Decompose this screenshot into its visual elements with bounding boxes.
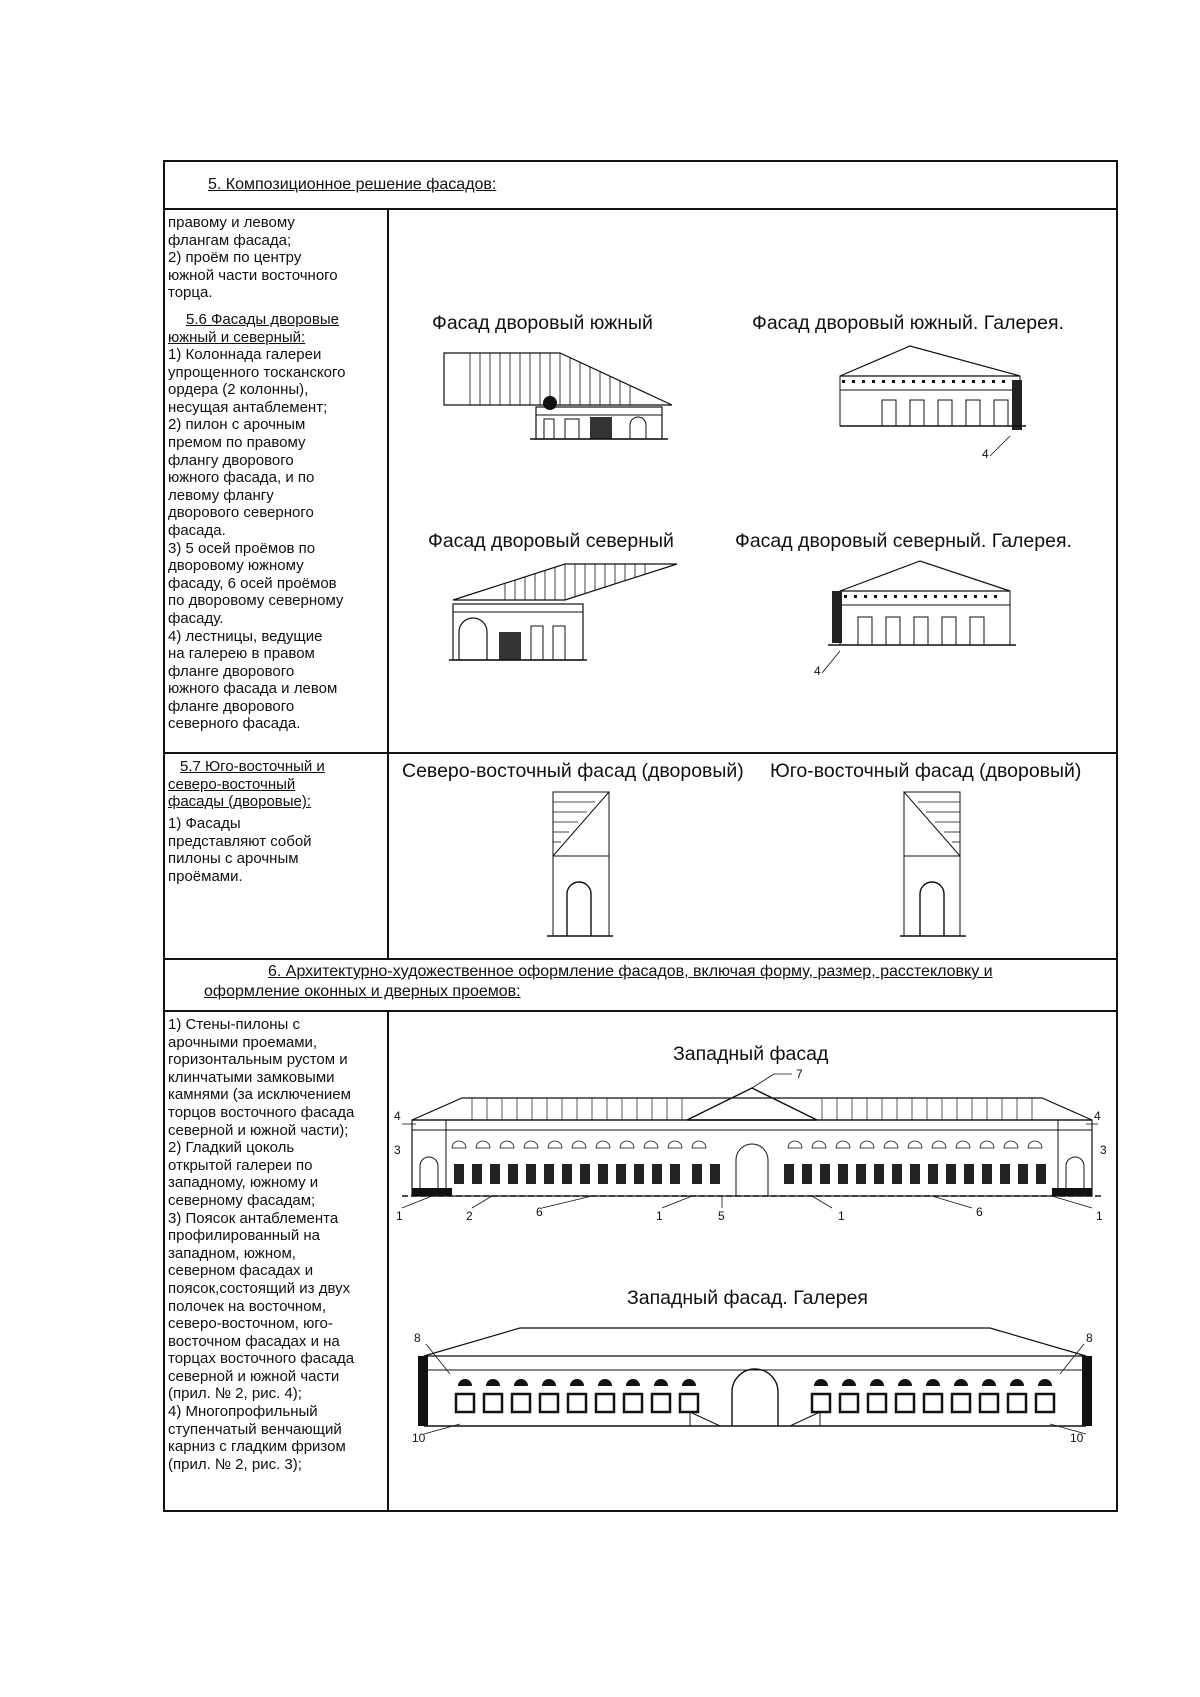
northeast-facade-drawing <box>545 790 615 940</box>
callout-3-right: 3 <box>1100 1143 1107 1157</box>
row-divider-1 <box>163 208 1118 210</box>
callout-1-c: 1 <box>838 1209 845 1223</box>
row-divider-3 <box>163 958 1118 960</box>
caption-south-courtyard-facade: Фасад дворовый южный <box>432 312 653 334</box>
callout-7: 7 <box>796 1068 803 1081</box>
caption-northeast-facade: Северо-восточный фасад (дворовый) <box>402 760 744 782</box>
caption-south-courtyard-gallery: Фасад дворовый южный. Галерея. <box>752 312 1064 334</box>
section57-title: 5.7 Юго-восточный и северо-восточный фасады (дворовые): <box>168 758 325 811</box>
section6-heading-line2: оформление оконных и дверных проемов: <box>204 983 521 1000</box>
callout-5: 5 <box>718 1209 725 1223</box>
southeast-facade-drawing <box>898 790 968 940</box>
callout-4-north-gallery: 4 <box>814 664 821 678</box>
north-courtyard-gallery-drawing <box>810 555 1025 685</box>
table-border-right <box>1116 160 1118 1512</box>
callout-3-left: 3 <box>394 1143 401 1157</box>
caption-west-facade: Западный фасад <box>673 1043 829 1065</box>
callout-2: 2 <box>466 1209 473 1223</box>
caption-north-courtyard-gallery: Фасад дворовый северный. Галерея. <box>735 530 1072 552</box>
section6-heading-line1: 6. Архитектурно-художественное оформление фасадов, включая форму, размер, расстекловку и <box>268 963 993 980</box>
caption-west-facade-gallery: Западный фасад. Галерея <box>627 1287 868 1309</box>
callout-6-a: 6 <box>536 1205 543 1219</box>
section56-text: 1) Колоннада галереи упрощенного тосканского ордера (2 колонны), несущая антаблемент; 2) пилон с арочным премом по правому флангу дворового южного фасада, и по левому флангу дворового северного фасада. 3) 5 осей проёмов по дворовому южному фасаду, 6 осей проёмов по дворовому северному фасаду. 4) лестницы, ведущие на галерею в правом фланге дворового южного фасада и левом фланге дворового северного фасада. <box>168 346 346 733</box>
section57-text: 1) Фасады представляют собой пилоны с арочным проёмами. <box>168 815 312 885</box>
row-divider-4 <box>163 1010 1118 1012</box>
north-courtyard-facade-drawing <box>445 560 685 670</box>
caption-southeast-facade: Юго-восточный фасад (дворовый) <box>770 760 1082 782</box>
callout-10-left: 10 <box>412 1431 426 1445</box>
table-border-left <box>163 160 165 1512</box>
callout-8-left: 8 <box>414 1331 421 1345</box>
south-courtyard-facade-drawing <box>440 345 672 445</box>
section56-title: 5.6 Фасады дворовые южный и северный: <box>168 311 339 346</box>
callout-4-south-gallery: 4 <box>982 447 989 460</box>
row-divider-2 <box>163 752 1118 754</box>
callout-8-right: 8 <box>1086 1331 1093 1345</box>
callout-4-right: 4 <box>1094 1109 1101 1123</box>
callout-1-b: 1 <box>656 1209 663 1223</box>
section5-intro-text: правому и левому флангам фасада; 2) проём по центру южной части восточного торца. <box>168 214 338 302</box>
table-border-top <box>163 160 1118 162</box>
callout-1-a: 1 <box>396 1209 403 1223</box>
callout-1-d: 1 <box>1096 1209 1103 1223</box>
west-gallery-drawing <box>410 1316 1100 1446</box>
south-courtyard-gallery-drawing <box>830 340 1030 460</box>
section5-heading: 5. Композиционное решение фасадов: <box>208 176 497 193</box>
column-divider-a <box>387 208 389 960</box>
column-divider-b <box>387 1010 389 1512</box>
caption-north-courtyard-facade: Фасад дворовый северный <box>428 530 674 552</box>
callout-6-b: 6 <box>976 1205 983 1219</box>
callout-10-right: 10 <box>1070 1431 1084 1445</box>
table-border-bottom <box>163 1510 1118 1512</box>
callout-4-left: 4 <box>394 1109 401 1123</box>
west-facade-drawing <box>392 1068 1112 1228</box>
section6-text: 1) Стены-пилоны с арочными проемами, горизонтальным рустом и клинчатыми замковыми камнями (за исключением торцов восточного фасада северной и южной части); 2) Гладкий цоколь открытой галереи по западному, южному и северному фасадам; 3) Поясок антаблемента профилированный на западном, южном, северном фасадах и поясок,состоящий из двух полочек на восточном, северо-восточном, юго- восточном фасадах и на торцах восточного фасада северной и южной части (прил. № 2, рис. 4); 4) Многопрофильный ступенчатый венчающий карниз с гладким фризом (прил. № 2, рис. 3); <box>168 1016 355 1473</box>
